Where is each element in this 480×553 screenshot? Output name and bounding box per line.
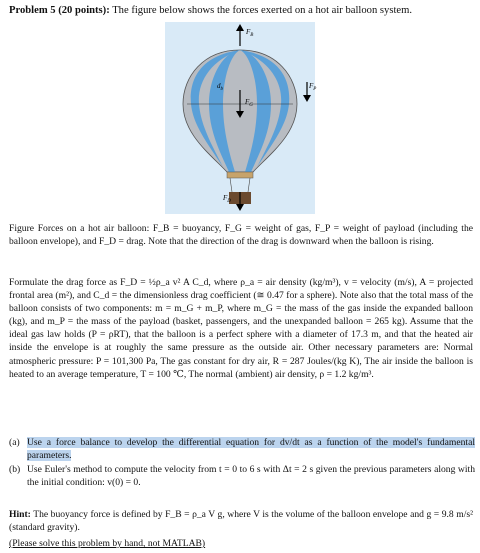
part-a-label: (a) <box>9 437 20 448</box>
hint-text: The buoyancy force is defined by F_B = ρ_a V g, where V is the volume of the balloon envelope and g = 9.8 m/s² (standard gravity). <box>9 509 473 534</box>
fg-sub-label: G <box>249 103 253 108</box>
part-b-text: Use Euler's method to compute the velocity from t = 0 to 6 s with Δt = 2 s given the previous parameters along with the initial condition: v(0) = 0. <box>27 464 475 489</box>
hint-label: Hint: <box>9 509 31 520</box>
model-description: Formulate the drag force as F_D = ½ρ_a v² A C_d, where ρ_a = air density (kg/m³), v = velocity (m/s), A = projected frontal area (m²), and C_d = the dimensionless drag coefficient (≅ 0.47 for a sphere). Note also that the total mass of the balloon consists of two components: m = m_G + m_P, where m_G = the mass of the gas inside the expanded balloon (kg), and m_P = the mass of the payload (basket, passengers, and the unexpanded balloon = 265 kg). Assume that the ideal gas law holds (P = ρRT), that the balloon is a perfect sphere with a diameter of 17.3 m, and that the heated air inside the envelope is at roughly the same pressure as the outside air. Other necessary parameters are: Normal atmospheric pressure: P = 101,300 Pa, The gas constant for dry air, R = 287 Joules/(kg K), The air inside the balloon is heated to an average temperature, T = 100 ℃, The normal (ambient) air density, ρ = 1.2 kg/m³. <box>9 277 473 380</box>
fb-sub-label: B <box>250 33 254 38</box>
footer-note: (Please solve this problem by hand, not MATLAB) <box>9 538 206 549</box>
fd-label: F <box>223 194 228 202</box>
fb-label: F <box>246 28 251 36</box>
balloon-figure <box>165 22 315 214</box>
problem-label: Problem 5 (20 points): <box>9 5 110 16</box>
figure-caption: Figure Forces on a hot air balloon: F_B = buoyancy, F_G = weight of gas, F_P = weight of payload (including the balloon envelope), and F_D = drag. Note that the direction of the drag is downward when the balloon is rising. <box>9 223 473 248</box>
db-label: d <box>217 82 221 90</box>
db-sub-label: b <box>220 87 223 92</box>
part-a <box>9 436 475 462</box>
hint <box>9 508 473 534</box>
part-b <box>9 463 475 489</box>
problem-title <box>9 5 412 16</box>
problem-statement: The figure below shows the forces exerted on a hot air balloon system. <box>112 5 412 16</box>
fp-label: F <box>309 82 314 90</box>
fd-sub-label: D <box>227 199 231 204</box>
question-parts <box>9 436 475 490</box>
fp-sub-label: P <box>313 87 317 92</box>
part-a-text: Use a force balance to develop the differential equation for dv/dt as a function of the model's fundamental parameters. <box>27 437 475 462</box>
fg-label: F <box>245 98 250 106</box>
part-b-label: (b) <box>9 464 21 476</box>
